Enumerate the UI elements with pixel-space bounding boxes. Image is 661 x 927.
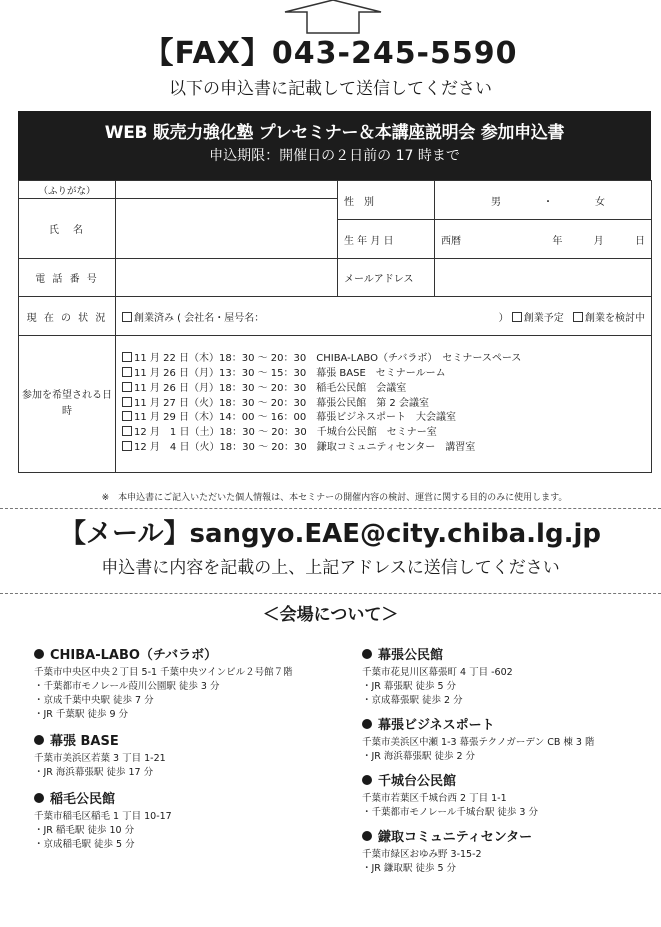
checkbox-icon[interactable] bbox=[122, 411, 132, 421]
bullet-icon bbox=[34, 735, 44, 745]
bullet-icon bbox=[362, 831, 372, 841]
gender-label: 性 別 bbox=[344, 196, 374, 208]
venue-block bbox=[362, 772, 652, 820]
checkbox-icon[interactable] bbox=[122, 441, 132, 451]
venue-access: ・JR 千葉駅 徒歩 9 分 bbox=[34, 709, 129, 720]
venue-address: 千葉市中央区中央２丁目 5-1 千葉中央ツインビル２号館７階 bbox=[34, 667, 293, 678]
venue-address: 千葉市緑区おゆみ野 3-15-2 bbox=[362, 849, 482, 860]
venue-address: 千葉市花見川区幕張町 4 丁目 -602 bbox=[362, 667, 513, 678]
checkbox-icon[interactable] bbox=[122, 312, 132, 322]
birthdate-day: 日 bbox=[634, 235, 645, 247]
status-established[interactable]: 創業済み ( 会社名・屋号名： bbox=[122, 309, 264, 324]
gender-separator: ・ bbox=[543, 196, 553, 208]
checkbox-icon[interactable] bbox=[122, 367, 132, 377]
venue-access: ・JR 海浜幕張駅 徒歩 17 分 bbox=[34, 767, 154, 778]
venue-block bbox=[34, 732, 334, 780]
status-label: 現 在 の 状 況 bbox=[19, 297, 116, 336]
birthdate-year: 年 bbox=[552, 235, 563, 247]
email-input[interactable] bbox=[435, 259, 652, 297]
venue-address: 千葉市若葉区千城台西 2 丁目 1-1 bbox=[362, 793, 507, 804]
bullet-icon bbox=[362, 719, 372, 729]
venue-name: 稲毛公民館 bbox=[34, 790, 334, 810]
checkbox-icon[interactable] bbox=[122, 352, 132, 362]
mail-address-heading: 【メール】sangyo.EAE@city.chiba.lg.jp bbox=[60, 519, 601, 549]
venues-right-column bbox=[362, 646, 652, 884]
up-arrow-icon bbox=[255, 0, 411, 34]
furigana-label: （ふりがな） bbox=[19, 181, 116, 199]
bullet-icon bbox=[34, 649, 44, 659]
bullet-icon bbox=[34, 793, 44, 803]
venue-access: ・京成千葉中央駅 徒歩 7 分 bbox=[34, 695, 154, 706]
venue-block bbox=[362, 716, 652, 764]
venues-left-column bbox=[34, 646, 334, 860]
date-option[interactable]: 12 月 4 日（火）18：30 ～ 20：30 鎌取コミュニティセンター 講習室 bbox=[122, 441, 645, 456]
venue-name: 鎌取コミュニティセンター bbox=[362, 828, 652, 848]
venue-address: 千葉市稲毛区稲毛 1 丁目 10-17 bbox=[34, 811, 172, 822]
venue-block bbox=[362, 646, 652, 708]
venue-access: ・JR 幕張駅 徒歩 5 分 bbox=[362, 681, 457, 692]
application-form-table bbox=[18, 180, 652, 473]
checkbox-icon[interactable] bbox=[122, 397, 132, 407]
venue-name: 幕張公民館 bbox=[362, 646, 652, 666]
date-option[interactable]: 11 月 27 日（火）18：30 ～ 20：30 幕張公民館 第 2 会議室 bbox=[122, 397, 645, 412]
venue-access: ・京成稲毛駅 徒歩 5 分 bbox=[34, 839, 135, 850]
date-option[interactable]: 11 月 29 日（木）14：00 ～ 16：00 幕張ビジネスポート 大会議室 bbox=[122, 411, 645, 426]
status-considering[interactable]: 創業を検討中 bbox=[573, 313, 645, 324]
birthdate-input[interactable] bbox=[435, 220, 652, 259]
dates-label: 参加を希望される日時 bbox=[19, 336, 116, 473]
divider bbox=[0, 508, 661, 509]
checkbox-icon[interactable] bbox=[573, 312, 583, 322]
divider bbox=[0, 593, 661, 594]
checkbox-icon[interactable] bbox=[122, 426, 132, 436]
form-title: WEB 販売力強化塾 プレセミナー＆本講座説明会 参加申込書 bbox=[104, 123, 565, 143]
gender-select[interactable] bbox=[435, 181, 652, 220]
gender-label-cell bbox=[338, 181, 435, 220]
venue-name: 幕張 BASE bbox=[34, 732, 334, 752]
phone-label: 電 話 番 号 bbox=[19, 259, 116, 297]
date-option[interactable]: 11 月 22 日（木）18：30 ～ 20：30 CHIBA-LABO（チバラボ） セミナースペース bbox=[122, 352, 645, 367]
venue-access: ・千葉都市モノレール葭川公園駅 徒歩 3 分 bbox=[34, 681, 220, 692]
venue-block bbox=[362, 828, 652, 876]
checkbox-icon[interactable] bbox=[122, 382, 132, 392]
birthdate-era: 西暦 bbox=[441, 235, 461, 247]
gender-male[interactable]: 男 bbox=[491, 196, 501, 208]
fax-instruction: 以下の申込書に記載して送信してください bbox=[169, 79, 492, 99]
venues-heading: ＜会場について＞ bbox=[262, 605, 399, 625]
venue-address: 千葉市美浜区中瀬 1-3 幕張テクノガーデン CB 棟 3 階 bbox=[362, 737, 595, 748]
date-option[interactable]: 12 月 1 日（土）18：30 ～ 20：30 千城台公民館 セミナー室 bbox=[122, 426, 645, 441]
furigana-input[interactable] bbox=[116, 181, 338, 199]
date-options bbox=[116, 336, 652, 473]
bullet-icon bbox=[362, 649, 372, 659]
mail-instruction: 申込書に内容を記載の上、上記アドレスに送信してください bbox=[101, 558, 560, 578]
venue-access: ・JR 鎌取駅 徒歩 5 分 bbox=[362, 863, 457, 874]
bullet-icon bbox=[362, 775, 372, 785]
venue-access: ・JR 稲毛駅 徒歩 10 分 bbox=[34, 825, 135, 836]
venue-access: ・JR 海浜幕張駅 徒歩 2 分 bbox=[362, 751, 476, 762]
venue-name: 幕張ビジネスポート bbox=[362, 716, 652, 736]
venue-address: 千葉市美浜区若葉 3 丁目 1-21 bbox=[34, 753, 166, 764]
gender-female[interactable]: 女 bbox=[595, 196, 605, 208]
birthdate-label: 生 年 月 日 bbox=[338, 220, 435, 259]
privacy-notice: ※ 本申込書にご記入いただいた個人情報は、本セミナーの開催内容の検討、運営に関する目的のみに使用します。 bbox=[101, 493, 568, 503]
venue-access: ・千葉都市モノレール千城台駅 徒歩 3 分 bbox=[362, 807, 538, 818]
name-input[interactable] bbox=[116, 199, 338, 259]
birthdate-month: 月 bbox=[593, 235, 604, 247]
name-label: 氏 名 bbox=[19, 199, 116, 259]
email-label: メールアドレス bbox=[338, 259, 435, 297]
venue-block bbox=[34, 646, 334, 722]
status-options bbox=[116, 297, 652, 336]
date-option[interactable]: 11 月 26 日（月）13：30 ～ 15：30 幕張 BASE セミナールーム bbox=[122, 367, 645, 382]
venue-access: ・京成幕張駅 徒歩 2 分 bbox=[362, 695, 463, 706]
venue-name: 千城台公民館 bbox=[362, 772, 652, 792]
form-header bbox=[18, 111, 651, 180]
checkbox-icon[interactable] bbox=[512, 312, 522, 322]
status-close-paren: ） bbox=[498, 312, 509, 324]
status-planned[interactable]: 創業予定 bbox=[512, 313, 564, 324]
venue-name: CHIBA-LABO（チバラボ） bbox=[34, 646, 334, 666]
form-deadline: 申込期限：開催日の２日前の 17 時まで bbox=[209, 148, 460, 164]
phone-input[interactable] bbox=[116, 259, 338, 297]
fax-number-heading: 【FAX】043-245-5590 bbox=[143, 36, 518, 71]
venue-block bbox=[34, 790, 334, 852]
date-option[interactable]: 11 月 26 日（月）18：30 ～ 20：30 稲毛公民館 会議室 bbox=[122, 382, 645, 397]
